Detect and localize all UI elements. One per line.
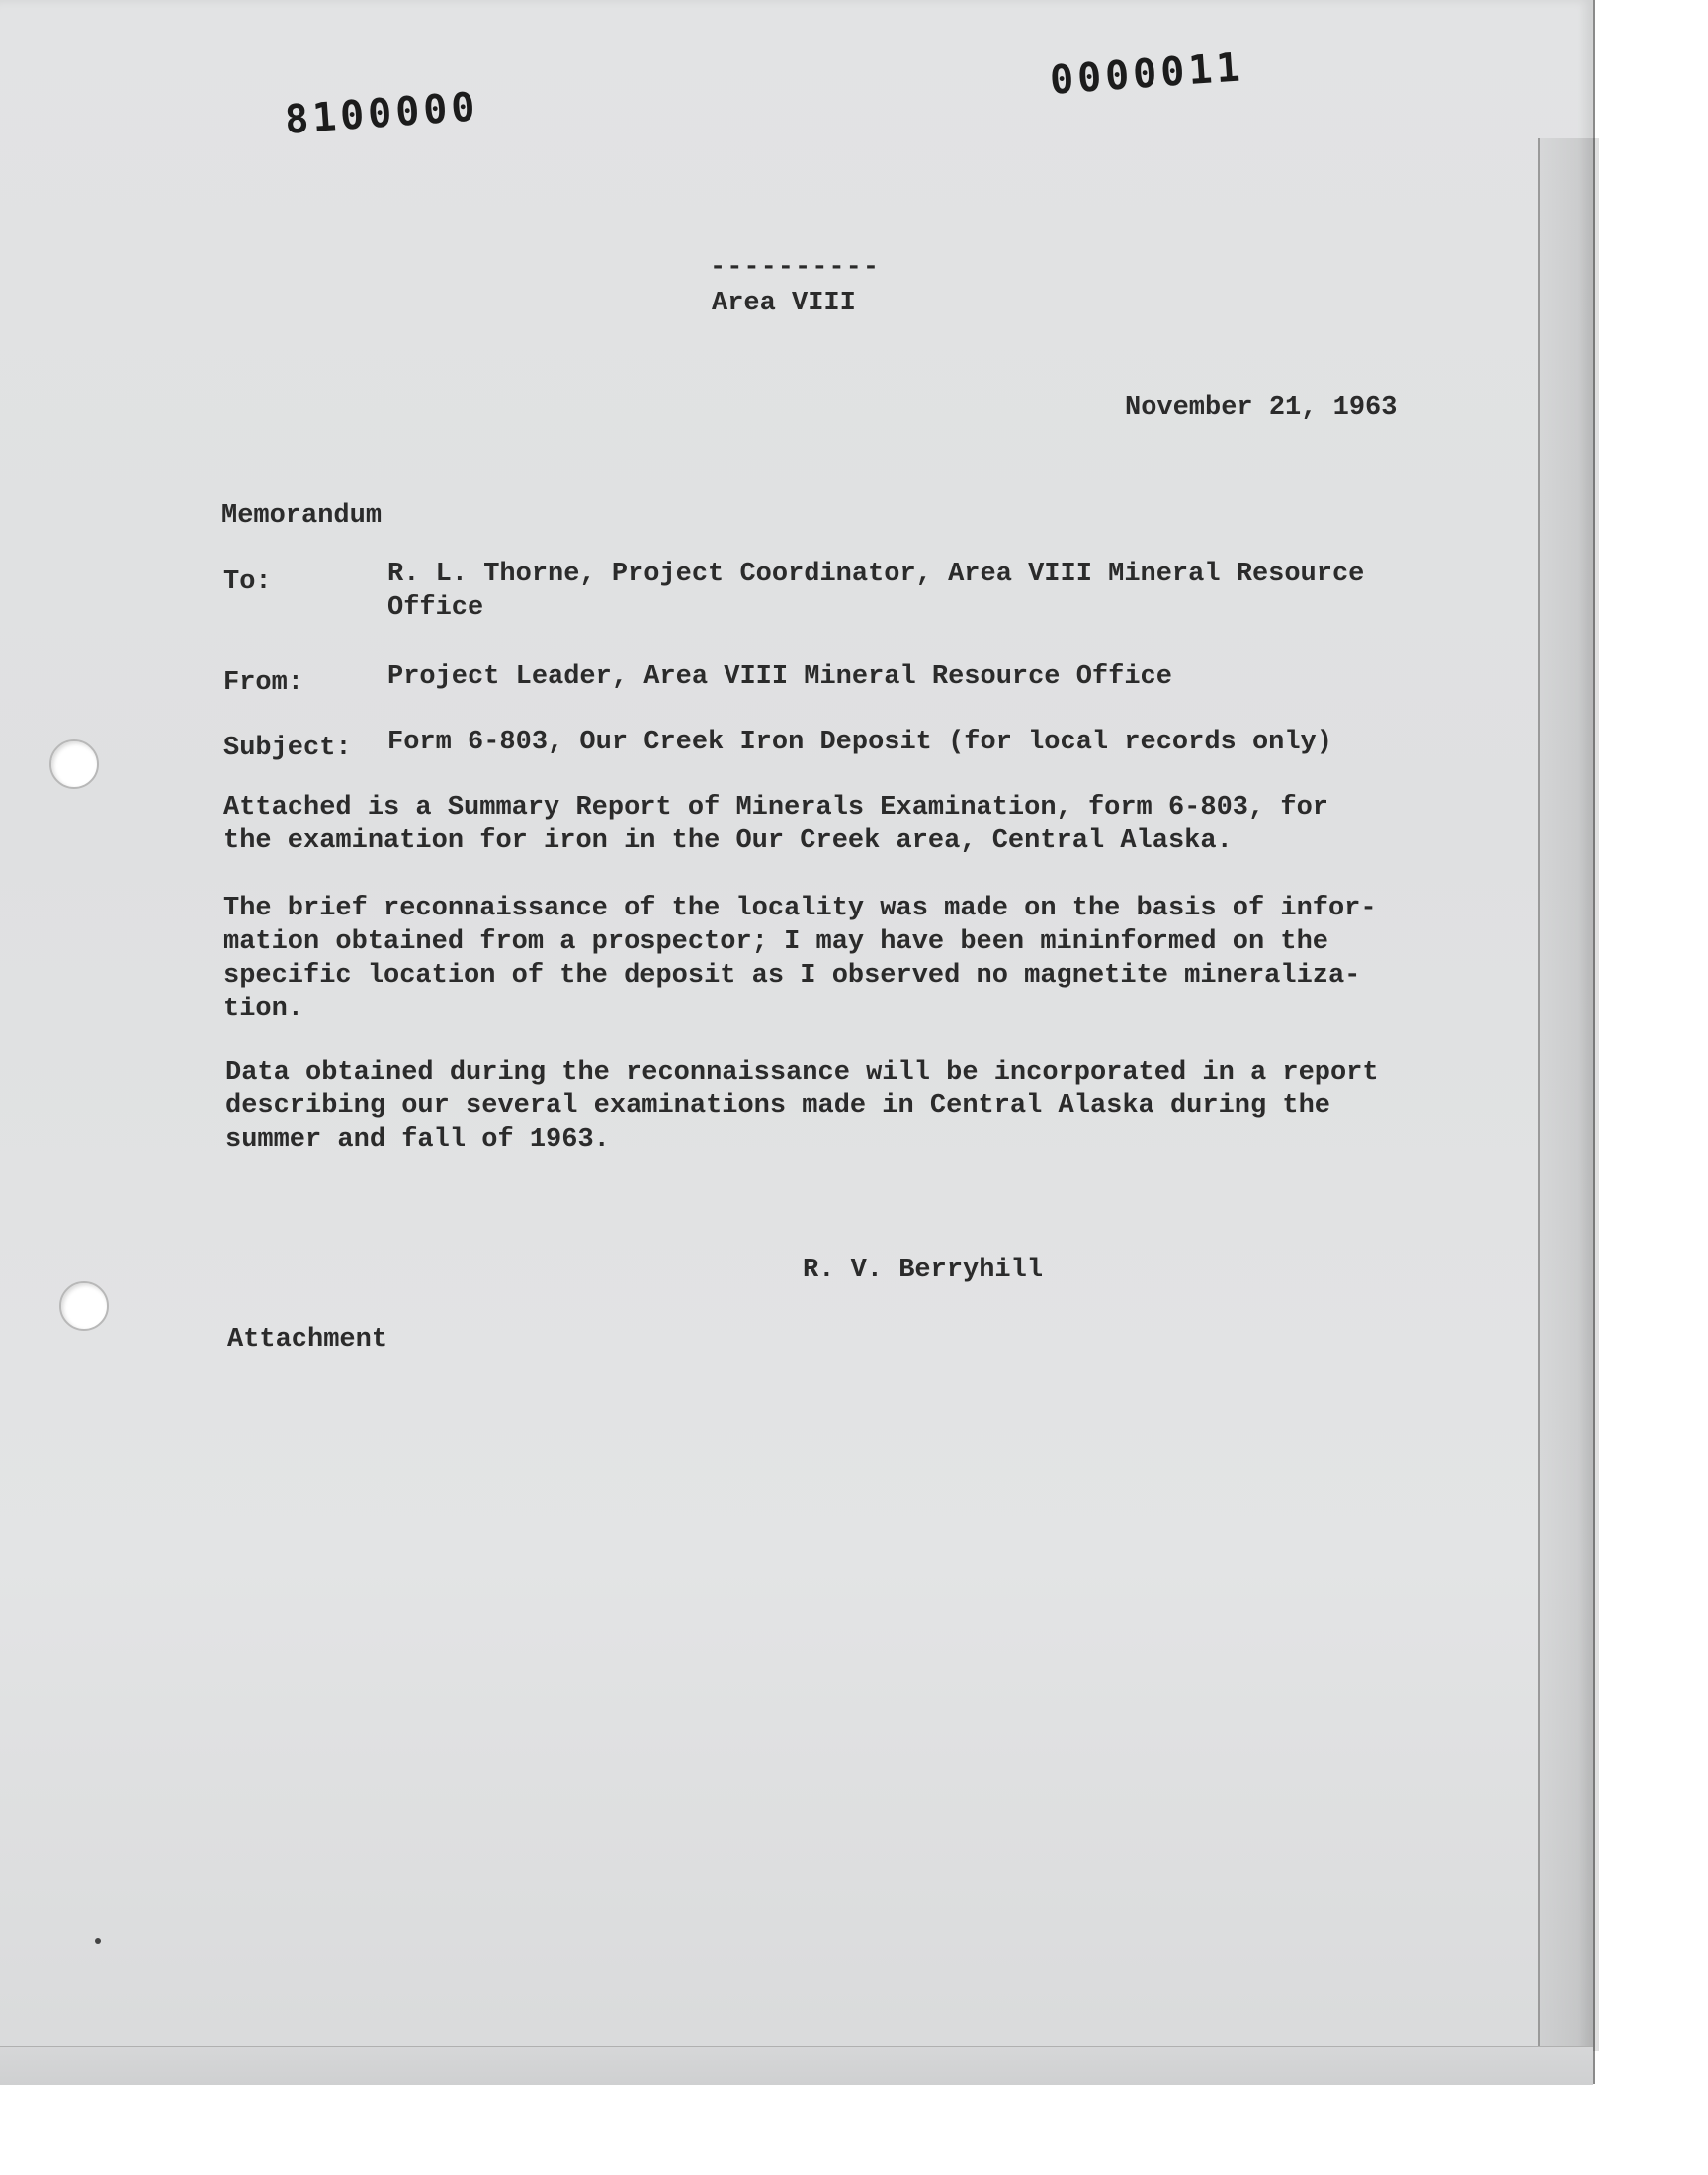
paragraph-reconnaissance bbox=[223, 892, 1377, 1026]
page-edge-shadow bbox=[1538, 138, 1599, 2051]
paragraph-line: The brief reconnaissance of the locality was made on the basis of infor- bbox=[223, 894, 1377, 923]
paragraph-line: summer and fall of 1963. bbox=[225, 1125, 610, 1155]
subject-label: Subject: bbox=[223, 734, 352, 763]
paragraph-data bbox=[225, 1056, 1379, 1157]
attachment-label: Attachment bbox=[227, 1325, 388, 1354]
to-label: To: bbox=[223, 567, 272, 597]
to-value bbox=[387, 558, 1364, 625]
stamp-number-left: 8100000 bbox=[283, 84, 480, 143]
paragraph-line: tion. bbox=[223, 995, 304, 1024]
punch-hole-upper bbox=[49, 740, 99, 789]
paragraph-attached bbox=[223, 791, 1328, 858]
punch-hole-lower bbox=[59, 1281, 109, 1331]
paragraph-line: Attached is a Summary Report of Minerals Examination, form 6-803, for bbox=[223, 793, 1328, 823]
paragraph-line: mation obtained from a prospector; I may have been mininformed on the bbox=[223, 927, 1328, 957]
paragraph-line: the examination for iron in the Our Creek area, Central Alaska. bbox=[223, 826, 1233, 856]
paragraph-line: describing our several examinations made in Central Alaska during the bbox=[225, 1091, 1330, 1121]
area-heading: Area VIII bbox=[712, 289, 856, 318]
from-value: Project Leader, Area VIII Mineral Resource Office bbox=[387, 662, 1172, 692]
from-label: From: bbox=[223, 668, 304, 698]
page-bottom-edge bbox=[0, 2046, 1593, 2085]
paragraph-line: specific location of the deposit as I observed no magnetite mineraliza- bbox=[223, 961, 1361, 991]
stamp-number-right: 0000011 bbox=[1048, 44, 1245, 104]
paragraph-line: Data obtained during the reconnaissance will be incorporated in a report bbox=[225, 1058, 1379, 1088]
subject-value: Form 6-803, Our Creek Iron Deposit (for local records only) bbox=[387, 728, 1332, 757]
speck bbox=[95, 1938, 101, 1944]
to-line: R. L. Thorne, Project Coordinator, Area VIII Mineral Resource bbox=[387, 560, 1365, 589]
memo-date: November 21, 1963 bbox=[1125, 393, 1398, 423]
header-rule: ---------- bbox=[710, 253, 881, 283]
to-line: Office bbox=[387, 593, 484, 623]
memo-label: Memorandum bbox=[221, 501, 383, 531]
signature: R. V. Berryhill bbox=[803, 1256, 1044, 1285]
